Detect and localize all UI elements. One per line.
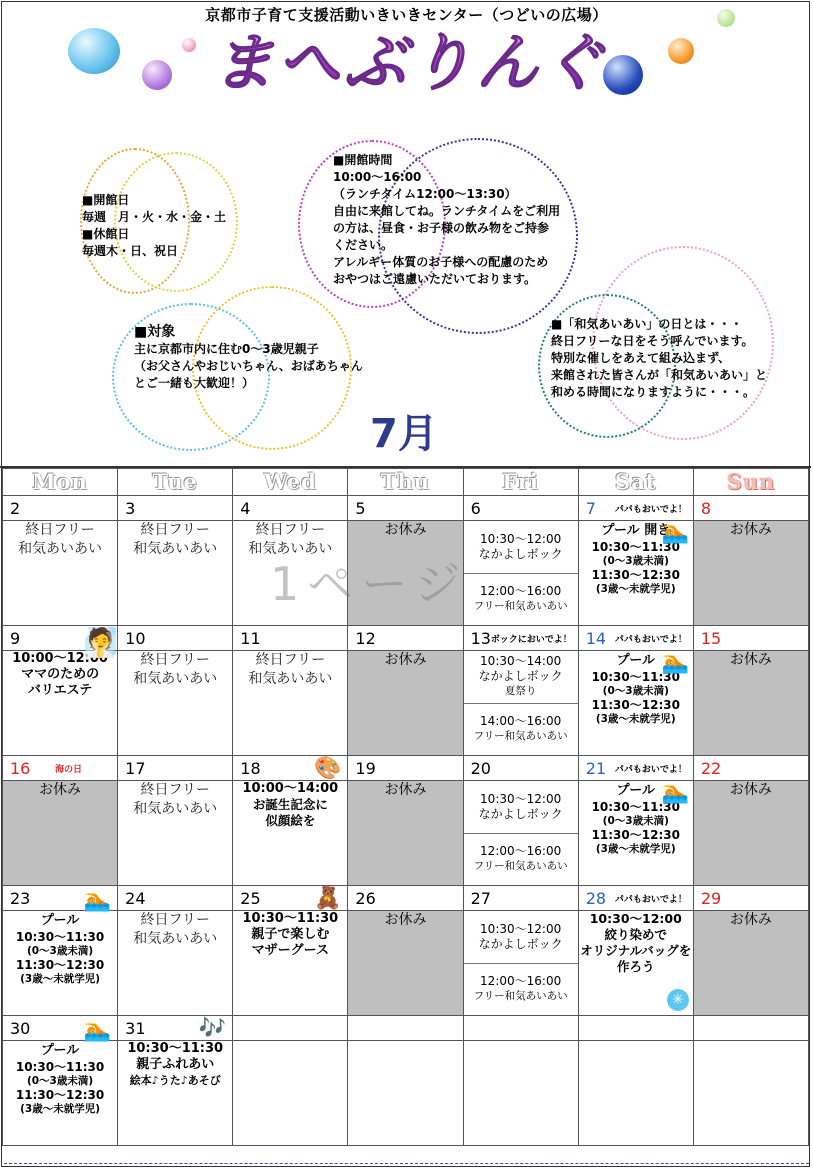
date-number: 25: [240, 889, 261, 908]
event-cell: [233, 781, 348, 886]
am-event: [464, 911, 578, 964]
sparkle-icon: ✳: [667, 989, 689, 1011]
date-number: 5: [355, 499, 366, 518]
wakiai-line: 来館された皆さんが「和気あいあい」と: [551, 368, 768, 382]
date-number: 31: [125, 1019, 146, 1038]
free-text: 終日フリー: [140, 522, 210, 538]
event-title: なかよしボック: [478, 669, 563, 684]
week-4-date-row: [3, 886, 809, 911]
month-title: 7月: [370, 411, 438, 457]
date-cell: [693, 1016, 808, 1041]
event-title: 絞り染めで: [604, 927, 668, 942]
date-number: 29: [700, 889, 722, 908]
date-cell: [693, 626, 808, 651]
closed-days-text: 毎週木・日、祝日: [82, 244, 179, 258]
event-title: オリジナルバッグを: [580, 943, 692, 958]
closed-text: お休み: [384, 652, 427, 668]
closed-cell: [348, 911, 463, 1016]
am-event: [464, 781, 578, 834]
paint-palette-icon: 🎨: [314, 756, 342, 781]
date-cell: [3, 1016, 118, 1041]
blue-bubble-decoration: [68, 28, 120, 74]
green-bubble-decoration: [717, 9, 735, 27]
hours-line: おやつはご遠慮いただいております。: [333, 272, 537, 286]
papa-note: パパもおいでよ！: [614, 635, 687, 645]
time-text: 10:30～11:30: [591, 540, 680, 554]
time-text: 10:30～11:30: [591, 670, 680, 684]
date-number: 6: [470, 499, 481, 518]
time-text: 11:30～12:30: [15, 958, 105, 972]
open-days-text: 毎週 月・火・水・金・土: [82, 210, 227, 224]
date-cell: [578, 1016, 693, 1041]
age-text: (3歳～未就学児): [595, 713, 676, 725]
date-cell: [693, 756, 808, 781]
time-text: 11:30～12:30: [591, 568, 680, 582]
time-text: 10:30～11:30: [127, 1041, 224, 1056]
weekday-mon: Mon: [3, 469, 118, 496]
face-icon: 🧖: [83, 626, 118, 659]
weekday-sun: Sun: [693, 469, 808, 496]
event-cell: [3, 911, 118, 1016]
wakiai-text: 和気あいあい: [18, 541, 103, 557]
time-text: 10:30～11:30: [242, 911, 339, 926]
age-text: (3歳～未就学児): [595, 843, 676, 855]
wakiai-text: 和気あいあい: [133, 671, 218, 687]
week-1-date-row: [3, 496, 809, 521]
date-number: 12: [355, 629, 376, 648]
logo-text: まへぶりんぐ: [211, 26, 609, 99]
date-cell: [118, 756, 233, 781]
date-number: 24: [125, 889, 146, 908]
free-text: 終日フリー: [25, 522, 95, 538]
pm-event: [464, 574, 578, 626]
pool-schedule: [579, 800, 693, 856]
pool-title: プール: [616, 783, 655, 798]
weekday-header-row: [3, 469, 809, 496]
event-cell: [578, 911, 693, 1016]
event-title: 親子で楽しむ: [251, 927, 330, 942]
music-book-icon: 🎶: [198, 1016, 227, 1041]
free-text: 終日フリー: [255, 522, 326, 538]
pool-child-icon: 🏊: [661, 780, 689, 805]
closed-text: お休み: [384, 912, 427, 928]
pm-event: [464, 964, 578, 1016]
split-event: [464, 651, 578, 755]
date-number: 9: [10, 629, 21, 648]
event-title: 親子ふれあい: [136, 1057, 215, 1072]
date-cell: [233, 496, 348, 521]
event-cell: [463, 521, 578, 626]
target-block: [134, 324, 363, 392]
event-cell: [578, 1041, 693, 1146]
time-text: 11:30～12:30: [591, 828, 680, 842]
event-title: なかよしボック: [478, 546, 563, 561]
date-cell: [348, 496, 463, 521]
wakiai-text: 和気あいあい: [248, 671, 333, 687]
closed-cell: [348, 651, 463, 756]
date-number: 10: [125, 629, 146, 648]
date-cell: [578, 626, 693, 651]
event-cell: [578, 651, 693, 756]
event-title: なかよしボック: [478, 936, 563, 951]
date-number: 22: [700, 759, 722, 778]
orange-bubble-decoration: [668, 38, 694, 64]
date-number: 3: [125, 499, 136, 518]
time-text: 10:30～14:00: [480, 654, 562, 669]
target-title: ■対象: [134, 324, 176, 340]
holiday-note: 海の日: [55, 765, 83, 775]
closed-cell: [693, 781, 808, 886]
date-number: 27: [470, 889, 491, 908]
pool-child-icon: 🏊: [83, 888, 112, 913]
wakiai-text: 和気あいあい: [133, 541, 218, 557]
pool-schedule: [579, 540, 693, 596]
event-cell: [578, 781, 693, 886]
date-number: 14: [585, 629, 607, 648]
free-text: 終日フリー: [140, 652, 210, 668]
event-cell: [463, 781, 578, 886]
age-text: (0～3歳未満): [602, 555, 669, 567]
wakiai-block: [551, 316, 767, 401]
weekday-sat: Sat: [578, 469, 693, 496]
date-cell: [348, 626, 463, 651]
event-cell: [3, 521, 118, 626]
purple-bubble-decoration: [142, 60, 172, 90]
date-cell: [118, 626, 233, 651]
closed-cell: [693, 521, 808, 626]
date-number: 16: [10, 759, 31, 778]
date-number: 13: [470, 629, 491, 648]
closed-text: お休み: [384, 522, 427, 538]
event-cell: [578, 521, 693, 626]
event-cell: [118, 1041, 233, 1146]
pm-event: [464, 834, 578, 886]
time-text: 10:30～11:30: [591, 800, 680, 814]
date-cell: [233, 626, 348, 651]
papa-note: パパもおいでよ！: [614, 895, 687, 905]
teddy-bear-icon: 🧸: [314, 886, 342, 911]
date-cell: [3, 496, 118, 521]
date-number: 21: [585, 759, 607, 778]
event-title: フリー和気あいあい: [473, 860, 568, 873]
weekday-tue: Tue: [118, 469, 233, 496]
hours-line: の方は、昼食・お子様の飲み物をご持参: [333, 221, 550, 235]
week-4-event-row: [3, 911, 809, 1016]
event-title: フリー和気あいあい: [473, 600, 568, 613]
event-title: マザーグース: [251, 943, 330, 958]
closed-text: お休み: [39, 782, 82, 798]
pool-title: プール: [40, 1043, 80, 1058]
org-name: 京都市子育て支援活動いきいきセンター（つどいの広場）: [205, 6, 608, 24]
date-number: 7: [585, 499, 596, 518]
time-text: 11:30～12:30: [15, 1088, 105, 1102]
date-cell: [463, 496, 578, 521]
page-watermark: 1ページ: [270, 557, 469, 611]
pool-schedule: [579, 670, 693, 726]
age-text: (0～3歳未満): [26, 945, 94, 957]
event-cell: [3, 1041, 118, 1146]
pool-child-icon: 🏊: [661, 650, 689, 675]
event-cell: [118, 911, 233, 1016]
event-title: 絵本♪うた♪あそび: [129, 1074, 221, 1087]
date-cell: [578, 496, 693, 521]
event-title: なかよしボック: [478, 806, 563, 821]
time-text: 10:30～12:00: [480, 531, 562, 546]
event-title: フリー和気あいあい: [473, 730, 568, 743]
hours-title: ■開館時間: [333, 153, 393, 167]
pool-title: プール 開き: [601, 523, 671, 538]
date-cell: [233, 1016, 348, 1041]
age-text: (3歳～未就学児): [20, 1103, 101, 1115]
event-cell: [118, 781, 233, 886]
date-cell: [348, 1016, 463, 1041]
date-cell: [233, 756, 348, 781]
split-event: [464, 781, 578, 885]
logo-title: [200, 22, 620, 102]
date-cell: [233, 886, 348, 911]
event-cell: [693, 1041, 808, 1146]
pool-child-icon: 🏊: [83, 1018, 112, 1043]
target-line: 主に京都市内に住む0～3歳児親子: [134, 342, 319, 356]
date-number: 18: [240, 759, 261, 778]
wakiai-text: 和気あいあい: [133, 801, 218, 817]
age-text: (0～3歳未満): [602, 815, 669, 827]
date-cell: [118, 1016, 233, 1041]
split-event: [464, 911, 578, 1015]
closed-text: お休み: [729, 652, 772, 668]
hours-line: アレルギー体質のお子様への配慮のため: [333, 255, 549, 269]
free-text: 終日フリー: [140, 782, 210, 798]
closed-text: お休み: [384, 782, 427, 798]
pool-schedule: [3, 930, 117, 986]
closed-cell: [3, 781, 118, 886]
event-title: 似顔絵を: [265, 813, 316, 828]
date-cell: [463, 1016, 578, 1041]
open-days-title: ■開館日: [82, 193, 130, 207]
event-title: 作ろう: [617, 959, 655, 974]
weekday-wed: Wed: [233, 469, 348, 496]
event-cell: [3, 651, 118, 756]
time-text: 11:30～12:30: [591, 698, 680, 712]
closed-days-title: ■休館日: [82, 227, 130, 241]
am-event: [464, 521, 578, 574]
event-title: 夏祭り: [504, 685, 537, 698]
date-number: 30: [10, 1019, 31, 1038]
date-cell: [578, 756, 693, 781]
date-cell: [348, 756, 463, 781]
closed-cell: [348, 781, 463, 886]
event-title: ママのための: [21, 667, 100, 682]
week-2-event-row: [3, 651, 809, 756]
date-cell: [463, 886, 578, 911]
wakiai-line: 終日フリーな日をそう呼んでいます。: [551, 334, 754, 348]
date-number: 28: [585, 889, 607, 908]
event-cell: [233, 911, 348, 1016]
closed-cell: [693, 651, 808, 756]
date-number: 2: [10, 499, 21, 518]
time-text: 12:00～16:00: [480, 844, 562, 859]
date-cell: [3, 886, 118, 911]
date-cell: [118, 496, 233, 521]
event-title: フリー和気あいあい: [473, 990, 568, 1003]
hours-line: 自由に来館してね。ランチタイムをご利用: [333, 204, 561, 218]
time-text: 10:30～12:00: [589, 911, 682, 926]
age-text: (3歳～未就学児): [595, 583, 676, 595]
time-text: 10:30～12:00: [480, 921, 562, 936]
event-cell: [233, 1041, 348, 1146]
pool-title: プール: [616, 653, 655, 668]
weekday-thu: Thu: [348, 469, 463, 496]
date-number: 17: [125, 759, 146, 778]
time-text: 10:30～12:00: [480, 791, 562, 806]
weekday-fri: Fri: [463, 469, 578, 496]
closed-cell: [693, 911, 808, 1016]
hours-line: ください。: [333, 238, 394, 252]
date-cell: [463, 756, 578, 781]
week-5-event-row: [3, 1041, 809, 1146]
date-number: 20: [470, 759, 491, 778]
week-5-date-row: [3, 1016, 809, 1041]
event-title: バリエステ: [27, 683, 93, 698]
open-days-block: [82, 192, 226, 260]
date-number: 11: [240, 629, 261, 648]
closed-text: お休み: [729, 522, 772, 538]
target-line: （お父さんやおじいちゃん、おばあちゃん: [134, 359, 363, 373]
pool-child-icon: 🏊: [661, 520, 689, 545]
closed-text: お休み: [729, 912, 772, 928]
date-number: 8: [700, 499, 712, 518]
free-text: 終日フリー: [255, 652, 326, 668]
week-3-event-row: [3, 781, 809, 886]
time-text: 10:30～11:30: [15, 1060, 105, 1074]
time-text: 12:00～16:00: [480, 974, 562, 989]
date-cell: [693, 496, 808, 521]
wakiai-line: 和める時間になりますように・・・。: [551, 385, 756, 399]
split-event: [464, 521, 578, 625]
pink-bubble-decoration: [182, 38, 196, 52]
closed-text: お休み: [729, 782, 772, 798]
date-cell: [3, 756, 118, 781]
age-text: (0～3歳未満): [602, 685, 669, 697]
event-cell: [463, 651, 578, 756]
wakiai-title: ■「和気あいあい」の日とは・・・: [551, 317, 743, 331]
pool-title: プール: [40, 913, 80, 928]
week-2-date-row: [3, 626, 809, 651]
pool-schedule: [3, 1060, 117, 1116]
date-cell: [463, 626, 578, 651]
date-cell: [348, 886, 463, 911]
wakiai-line: 特別な催しをあえて組み込まず、: [551, 351, 731, 365]
wakiai-text: 和気あいあい: [248, 541, 333, 557]
event-cell: [463, 911, 578, 1016]
date-cell: [118, 886, 233, 911]
bottom-dashed-line: [4, 1163, 809, 1164]
date-cell: [578, 886, 693, 911]
target-line: とご一緒も大歓迎！）: [134, 376, 255, 390]
time-text: 10:30～11:30: [15, 930, 105, 944]
free-text: 終日フリー: [140, 912, 210, 928]
time-text: 14:00～16:00: [480, 714, 562, 729]
lunch-text: （ランチタイム12:00～13:30）: [333, 187, 517, 201]
bokku-note: ボックにおいでよ！: [490, 635, 572, 645]
event-cell: [348, 1041, 463, 1146]
event-cell: [118, 521, 233, 626]
date-number: 26: [355, 889, 376, 908]
date-number: 23: [10, 889, 31, 908]
time-text: 10:00～14:00: [242, 781, 339, 796]
date-number: 15: [700, 629, 722, 648]
date-cell: [693, 886, 808, 911]
age-text: (0～3歳未満): [26, 1075, 94, 1087]
time-text: 12:00～16:00: [480, 584, 562, 599]
event-cell: [233, 651, 348, 756]
papa-note: パパもおいでよ！: [614, 505, 687, 515]
hours-text: 10:00～16:00: [333, 170, 422, 184]
pm-event: [464, 704, 578, 756]
date-number: 4: [240, 499, 251, 518]
age-text: (3歳～未就学児): [20, 973, 101, 985]
event-cell: [463, 1041, 578, 1146]
wakiai-text: 和気あいあい: [133, 931, 218, 947]
week-3-date-row: [3, 756, 809, 781]
date-number: 19: [355, 759, 376, 778]
am-event: [464, 651, 578, 704]
time-text: 10:00～12:00: [12, 651, 108, 666]
hours-block: [333, 152, 560, 288]
event-title: お誕生記念に: [252, 797, 328, 812]
papa-note: パパもおいでよ！: [614, 765, 687, 775]
event-cell: [118, 651, 233, 756]
